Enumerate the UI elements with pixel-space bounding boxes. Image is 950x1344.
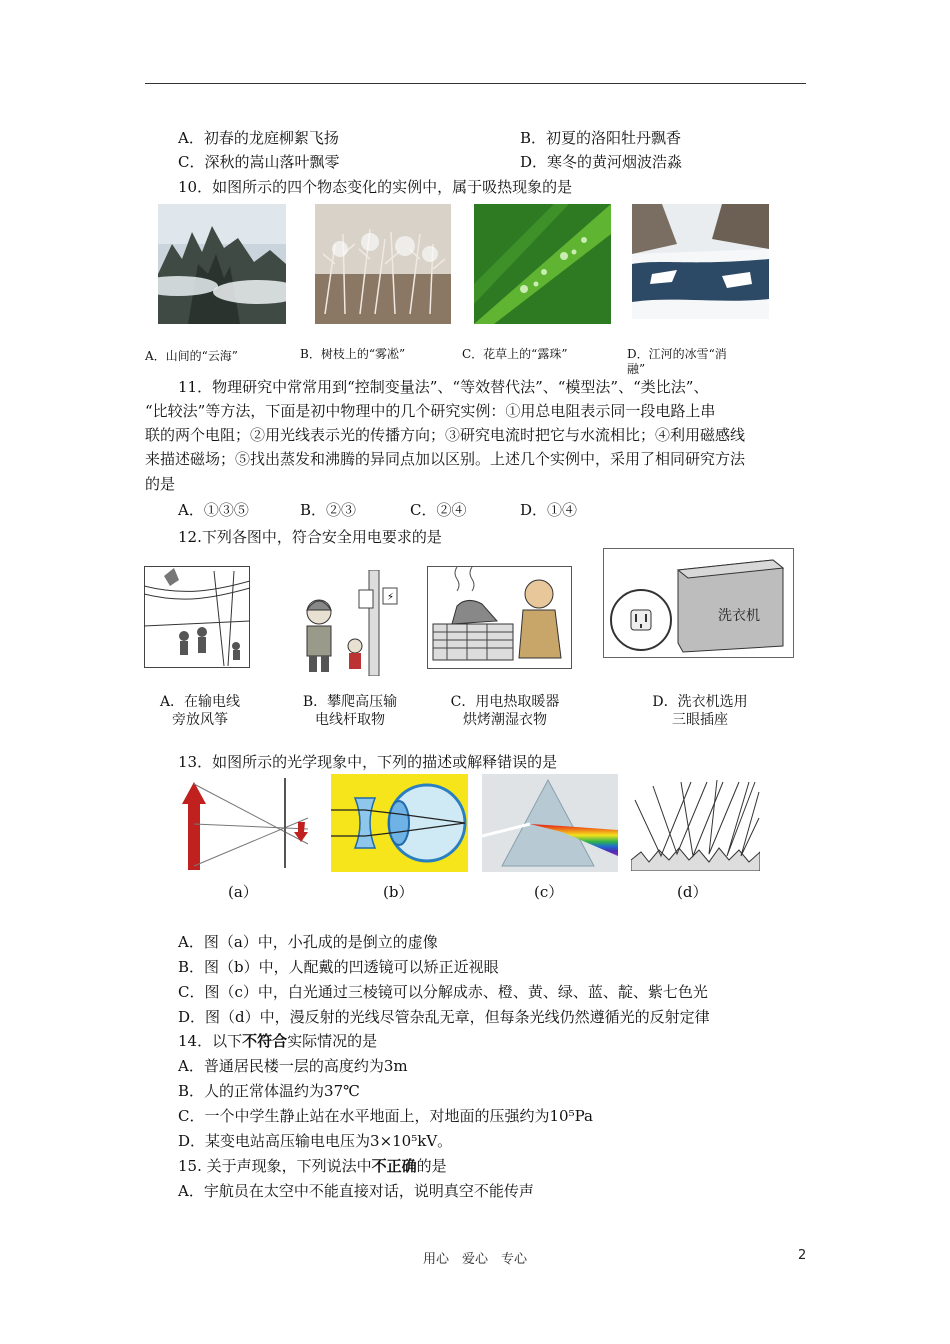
q12-caption-c <box>435 693 575 729</box>
q9-option-a: A．初春的龙庭柳絮飞扬 <box>178 129 339 147</box>
q15-stem-post: 的是 <box>416 1157 447 1175</box>
q9-option-b: B．初夏的洛阳牡丹飘香 <box>520 129 682 147</box>
q11-line-4: 来描述磁场；⑤找出蒸发和沸腾的异同点加以区别。上述几个实例中，采用了相同研究方法 <box>145 450 746 468</box>
q14-stem <box>178 1031 377 1051</box>
q10-image-rime <box>315 204 451 324</box>
q11-line-3: 联的两个电阻；②用光线表示光的传播方向；③研究电流时把它与水流相比；④利用磁感线 <box>145 426 746 444</box>
q12-caption-a-line1: A．在输电线 <box>159 694 241 710</box>
q12-caption-a-line2: 旁放风筝 <box>172 712 228 728</box>
q11-option-b: B．②③ <box>300 501 357 519</box>
q11-line-2: “比较法”等方法，下面是初中物理中的几个研究实例：①用总电阻表示同一段电路上串 <box>145 402 716 420</box>
q10-image-cloud-sea <box>158 204 286 324</box>
q9-option-d: D．寒冬的黄河烟波浩淼 <box>520 153 683 171</box>
q11-option-c: C．②④ <box>410 501 467 519</box>
q11-line-5: 的是 <box>145 475 176 493</box>
q13-option-a: A．图（a）中，小孔成的是倒立的虚像 <box>178 933 438 951</box>
q13-label-b: (b） <box>383 883 414 901</box>
q13-option-c: C．图（c）中，白光通过三棱镜可以分解成赤、橙、黄、绿、蓝、靛、紫七色光 <box>178 983 708 1001</box>
q11-line-1: 11．物理研究中常常用到“控制变量法”、“等效替代法”、“模型法”、“类比法”、 <box>178 378 709 396</box>
q15-option-a: A．宇航员在太空中不能直接对话，说明真空不能传声 <box>178 1182 534 1200</box>
q12-image-heater-clothes <box>427 566 572 669</box>
q12-caption-c-line2: 烘烤潮湿衣物 <box>463 712 547 728</box>
q10-image-melting-ice <box>632 204 769 319</box>
q12-caption-a <box>140 693 260 729</box>
q13-figure-d-diffuse <box>631 778 760 871</box>
q12-image-kite <box>144 566 250 668</box>
q15-stem-pre: 15. 关于声现象，下列说法中 <box>178 1157 372 1175</box>
q14-option-c: C．一个中学生静止站在水平地面上，对地面的压强约为10⁵Pa <box>178 1107 593 1125</box>
svg-text:⚡: ⚡ <box>387 592 395 603</box>
page-number: 2 <box>798 1248 807 1263</box>
q10-caption-a: A．山间的“云海” <box>145 349 238 363</box>
q14-stem-post: 实际情况的是 <box>287 1032 378 1050</box>
q13-label-d: (d） <box>677 883 708 901</box>
q10-caption-d: D．江河的冰雪“消 <box>627 347 727 361</box>
q12-caption-c-line1: C．用电热取暖器 <box>450 694 560 710</box>
q13-figure-c-prism <box>482 774 618 872</box>
q14-option-b: B．人的正常体温约为37℃ <box>178 1082 360 1100</box>
q9-option-c: C．深秋的嵩山落叶飘零 <box>178 153 340 171</box>
q10-caption-d-cont: 融” <box>627 362 646 376</box>
q13-label-c: (c） <box>534 883 564 901</box>
q13-stem: 13．如图所示的光学现象中，下列的描述或解释错误的是 <box>178 753 558 771</box>
q10-stem: 10．如图所示的四个物态变化的实例中，属于吸热现象的是 <box>178 178 573 196</box>
q13-option-d: D．图（d）中，漫反射的光线尽管杂乱无章，但每条光线仍然遵循光的反射定律 <box>178 1008 710 1026</box>
q12-image-washer-socket <box>603 548 794 658</box>
q10-caption-b: B．树枝上的“雾凇” <box>300 347 406 361</box>
q15-stem <box>178 1156 447 1176</box>
q11-option-d: D．①④ <box>520 501 578 519</box>
q15-stem-emphasis: 不正确 <box>371 1157 417 1175</box>
q14-option-a: A．普通居民楼一层的高度约为3m <box>178 1057 408 1075</box>
q12-caption-b-line2: 电线杆取物 <box>315 712 385 728</box>
q14-stem-emphasis: 不符合 <box>242 1032 288 1050</box>
header-rule <box>145 83 806 84</box>
q12-caption-d <box>640 693 760 729</box>
q13-option-b: B．图（b）中，人配戴的凹透镜可以矫正近视眼 <box>178 958 499 976</box>
q13-label-a: (a） <box>228 883 258 901</box>
q12-stem: 12.下列各图中，符合安全用电要求的是 <box>178 528 442 546</box>
q14-stem-pre: 14．以下 <box>178 1032 243 1050</box>
q14-option-d: D．某变电站高压输电电压为3×10⁵kV。 <box>178 1132 453 1150</box>
q12-image-climb-pole <box>297 570 400 676</box>
q12-caption-b-line1: B．攀爬高压输 <box>302 694 398 710</box>
washer-label: 洗衣机 <box>718 608 760 624</box>
q10-image-dew <box>474 204 611 324</box>
q10-caption-c: C．花草上的“露珠” <box>462 347 568 361</box>
q13-figure-b-eye <box>331 774 468 872</box>
q13-figure-a-pinhole <box>180 774 316 872</box>
q11-option-a: A．①③⑤ <box>178 501 249 519</box>
q12-caption-d-line2: 三眼插座 <box>672 712 728 728</box>
footer-slogan: 用心 爱心 专心 <box>422 1252 527 1267</box>
q12-caption-b <box>290 693 410 729</box>
q12-caption-d-line1: D．洗衣机选用 <box>652 694 748 710</box>
